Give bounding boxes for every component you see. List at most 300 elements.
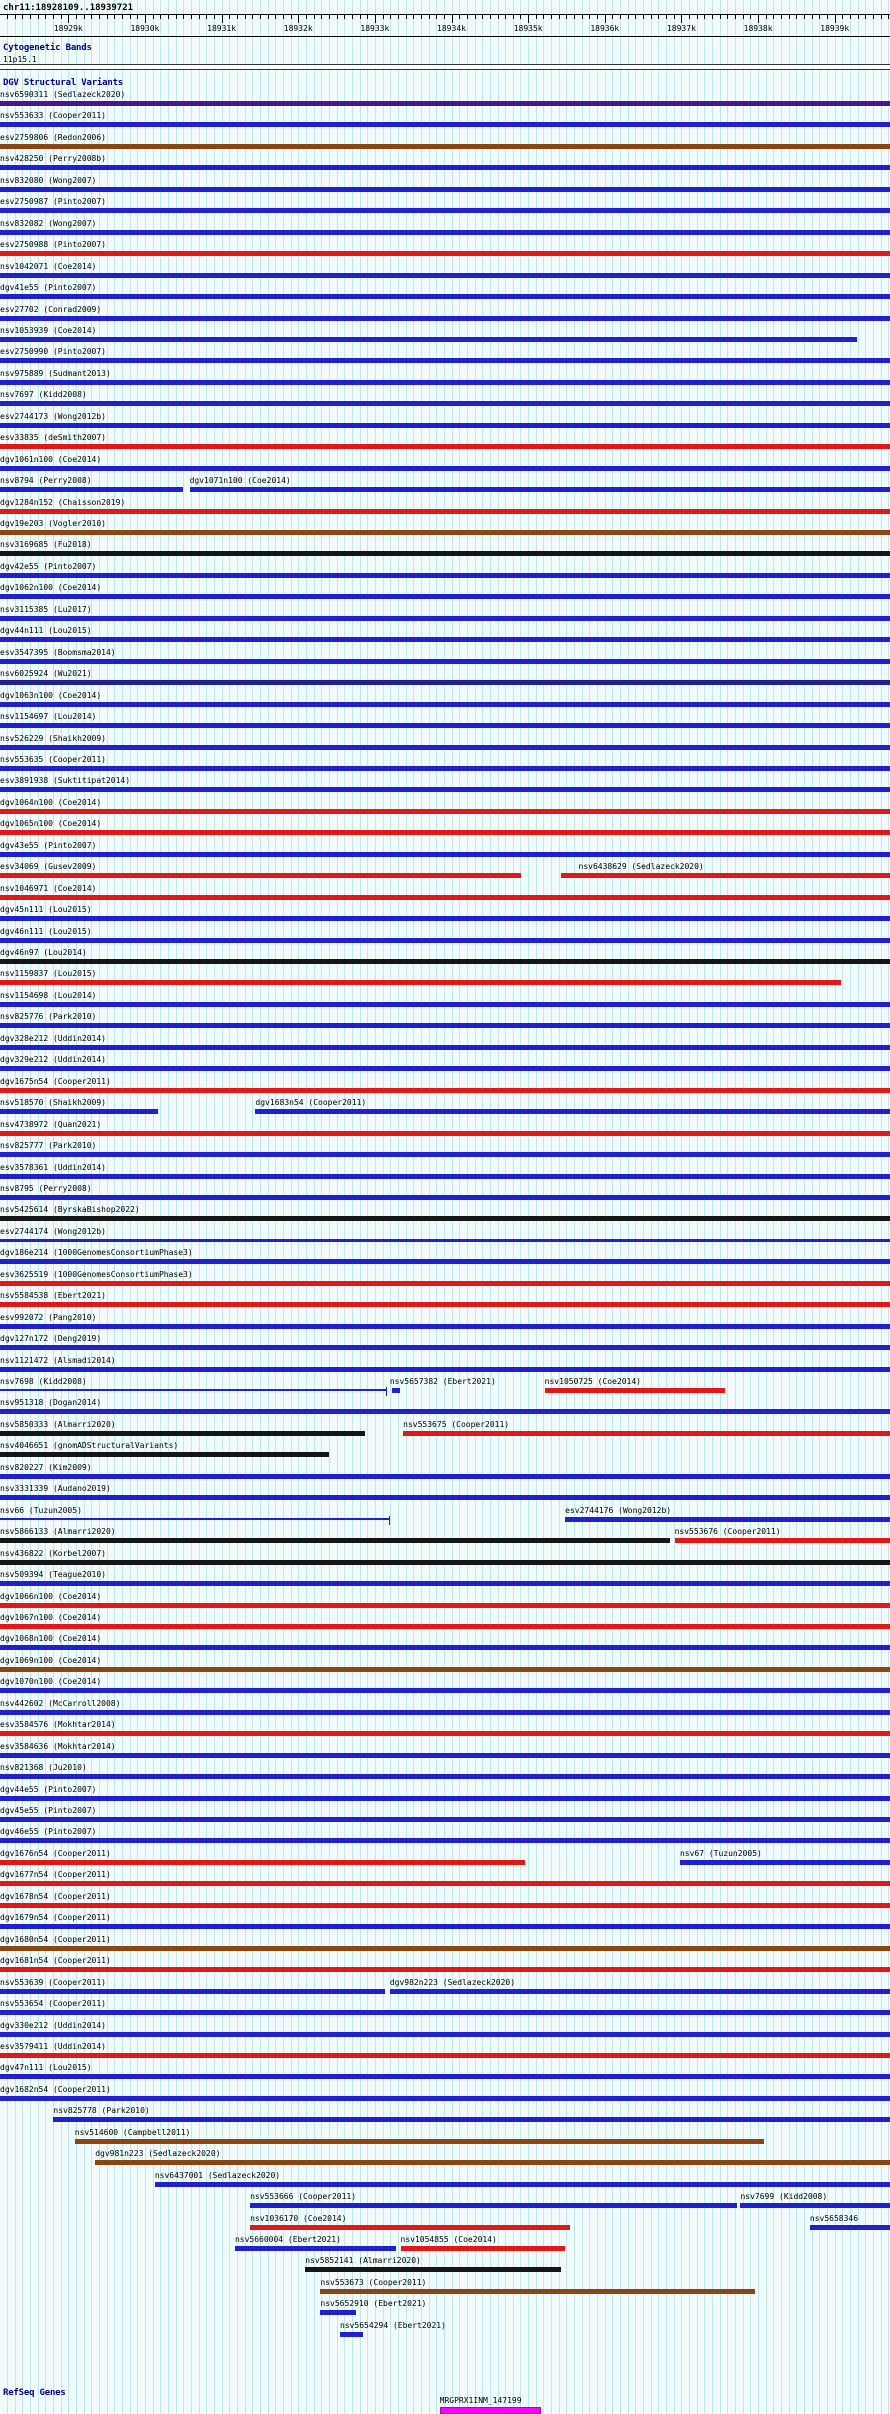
variant-label[interactable]: dgv1068n100 (Coe2014)	[0, 1634, 102, 1644]
ruler-minor-tick	[543, 15, 544, 19]
variant-bar[interactable]	[320, 2289, 754, 2294]
variant-bar[interactable]	[680, 1860, 890, 1865]
variant-bar[interactable]	[0, 165, 890, 170]
variant-bar[interactable]	[0, 1946, 890, 1951]
ruler-minor-tick	[291, 15, 292, 19]
variant-label[interactable]: nsv8795 (Perry2008)	[0, 1183, 92, 1193]
variant-bar[interactable]	[0, 1817, 890, 1822]
variant-bar[interactable]	[403, 1431, 890, 1436]
ruler-minor-tick	[260, 15, 261, 19]
variant-label[interactable]: nsv6025924 (Wu2021)	[0, 669, 92, 679]
variant-bar[interactable]	[305, 2267, 560, 2272]
variant-label[interactable]: dgv329e212 (Uddin2014)	[0, 1055, 106, 1065]
variant-bar[interactable]	[0, 337, 857, 342]
variant-bar[interactable]	[0, 1710, 890, 1715]
variant-label[interactable]: nsv6437001 (Sedlazeck2020)	[154, 2170, 281, 2180]
variant-label[interactable]: dgv1064n100 (Coe2014)	[0, 797, 102, 807]
variant-bar[interactable]	[0, 2096, 890, 2101]
ruler-minor-tick	[628, 15, 629, 19]
variant-label[interactable]: esv3578361 (Uddin2014)	[0, 1162, 106, 1172]
variant-label[interactable]: nsv820227 (Kim2009)	[0, 1462, 92, 1472]
variant-bar[interactable]	[561, 873, 890, 878]
ruler-minor-tick	[444, 15, 445, 19]
variant-bar[interactable]	[0, 423, 890, 428]
variant-label[interactable]: dgv982n223 (Sedlazeck2020)	[389, 1977, 516, 1987]
ruler-minor-tick	[750, 15, 751, 19]
variant-bar[interactable]	[155, 2182, 890, 2187]
variant-label[interactable]: esv2744176 (Wong2012b)	[565, 1505, 672, 1515]
variant-label[interactable]: nsv825777 (Park2010)	[0, 1141, 97, 1151]
ruler-minor-tick	[697, 15, 698, 19]
variant-bar[interactable]	[255, 1109, 890, 1114]
variant-label[interactable]: nsv442602 (McCarroll2008)	[0, 1698, 121, 1708]
variant-bar[interactable]	[53, 2117, 890, 2122]
ruler-minor-tick	[360, 15, 361, 19]
variant-bar[interactable]	[0, 809, 890, 814]
variant-bar[interactable]	[740, 2203, 890, 2208]
ruler-minor-tick	[459, 15, 460, 19]
variant-bar[interactable]	[0, 1152, 890, 1157]
ruler-minor-tick	[38, 15, 39, 19]
variant-label[interactable]: esv992072 (Pang2010)	[0, 1312, 97, 1322]
variant-bar[interactable]	[565, 1517, 890, 1522]
variant-label[interactable]: dgv44n111 (Lou2015)	[0, 626, 92, 636]
variant-row	[0, 648, 890, 669]
variant-bar[interactable]	[0, 101, 890, 106]
variant-bar[interactable]	[0, 895, 890, 900]
variant-bar[interactable]	[0, 1452, 329, 1457]
variant-label[interactable]: nsv1154698 (Lou2014)	[0, 990, 97, 1000]
variant-bar[interactable]	[0, 1667, 890, 1672]
variant-bar[interactable]	[0, 852, 890, 857]
gene-label[interactable]: MRGPRX1INM_147199	[439, 2396, 522, 2405]
variant-label[interactable]: nsv5866133 (Almarri2020)	[0, 1527, 116, 1537]
variant-label[interactable]: esv2750988 (Pinto2007)	[0, 240, 106, 250]
variant-label[interactable]: dgv1682n54 (Cooper2011)	[0, 2084, 111, 2094]
variant-bar[interactable]	[0, 1109, 158, 1114]
ruler-minor-tick	[268, 15, 269, 19]
variant-label[interactable]: dgv46n97 (Lou2014)	[0, 948, 87, 957]
variant-bar[interactable]	[0, 487, 183, 492]
variant-label[interactable]: esv2750990 (Pinto2007)	[0, 347, 106, 357]
variant-label[interactable]: nsv1046971 (Coe2014)	[0, 883, 97, 893]
ruler-minor-tick	[7, 15, 8, 19]
variant-label[interactable]: nsv509394 (Teague2010)	[0, 1570, 106, 1580]
variant-label[interactable]: esv2759806 (Redon2006)	[0, 132, 106, 142]
ruler-minor-tick	[773, 15, 774, 19]
variant-bar[interactable]	[0, 659, 890, 664]
variant-label[interactable]: nsv8794 (Perry2008)	[0, 476, 92, 486]
variant-bar[interactable]	[0, 1989, 385, 1994]
variant-label[interactable]: dgv42e55 (Pinto2007)	[0, 561, 97, 571]
variant-bar[interactable]	[95, 2160, 890, 2165]
variant-label[interactable]: esv3625519 (1000GenomesConsortiumPhase3)	[0, 1269, 193, 1279]
variant-label[interactable]: dgv1065n100 (Coe2014)	[0, 819, 102, 829]
variant-bar[interactable]	[340, 2332, 363, 2337]
variant-label[interactable]: nsv6590311 (Sedlazeck2020)	[0, 90, 126, 99]
variant-label[interactable]: nsv1054855 (Coe2014)	[400, 2235, 497, 2244]
ruler-minor-tick	[15, 15, 16, 19]
variant-label[interactable]: nsv1159837 (Lou2015)	[0, 969, 97, 979]
variant-label[interactable]: nsv5658346	[809, 2213, 859, 2223]
variant-label[interactable]: esv3891938 (Suktitipat2014)	[0, 776, 131, 786]
variant-label[interactable]: nsv975889 (Sudmant2013)	[0, 368, 111, 378]
variant-label[interactable]: nsv951318 (Dogan2014)	[0, 1398, 102, 1408]
variant-bar[interactable]	[0, 2053, 890, 2058]
variant-bar[interactable]	[0, 723, 890, 728]
variant-label[interactable]: esv2750987 (Pinto2007)	[0, 197, 106, 207]
variant-row	[0, 1356, 890, 1377]
variant-label[interactable]: nsv3169685 (Fu2018)	[0, 540, 92, 550]
variant-bar[interactable]	[0, 680, 890, 685]
variant-label[interactable]: nsv526229 (Shaikh2009)	[0, 733, 106, 743]
variant-label[interactable]: nsv5654294 (Ebert2021)	[339, 2320, 446, 2330]
variant-label[interactable]: nsv553635 (Cooper2011)	[0, 754, 106, 764]
variant-bar[interactable]	[0, 1281, 890, 1286]
variant-bar[interactable]	[0, 530, 890, 535]
variant-label[interactable]: dgv1678n54 (Cooper2011)	[0, 1891, 111, 1901]
variant-bar[interactable]	[0, 401, 890, 406]
variant-bar[interactable]	[0, 1774, 890, 1779]
variant-bar[interactable]	[0, 1409, 890, 1414]
variant-label[interactable]: nsv1053939 (Coe2014)	[0, 325, 97, 335]
variant-bar[interactable]	[0, 1239, 890, 1242]
variant-label[interactable]: nsv1154697 (Lou2014)	[0, 712, 97, 722]
variant-row	[0, 2171, 890, 2192]
variant-label[interactable]: esv34069 (Gusev2009)	[0, 862, 97, 872]
ruler-tick-label: 18937k	[666, 24, 696, 33]
variant-label[interactable]: dgv1070n100 (Coe2014)	[0, 1677, 102, 1687]
variant-label[interactable]: dgv46n111 (Lou2015)	[0, 926, 92, 936]
variant-bar[interactable]	[0, 594, 890, 599]
variant-label[interactable]: dgv47n111 (Lou2015)	[0, 2063, 92, 2073]
variant-bar[interactable]	[0, 1066, 890, 1071]
variant-label[interactable]: dgv1284n152 (Chaisson2019)	[0, 497, 126, 507]
ruler-minor-tick	[704, 15, 705, 19]
variant-label[interactable]: nsv5652910 (Ebert2021)	[320, 2299, 427, 2309]
variant-bar[interactable]	[235, 2246, 396, 2251]
variant-label[interactable]: dgv328e212 (Uddin2014)	[0, 1033, 106, 1043]
variant-label[interactable]: nsv514600 (Campbell2011)	[74, 2127, 191, 2137]
variant-label[interactable]: nsv5660004 (Ebert2021)	[234, 2235, 341, 2244]
variant-label[interactable]: nsv553654 (Cooper2011)	[0, 1999, 106, 2009]
ruler-minor-tick	[383, 15, 384, 19]
variant-label[interactable]: esv3579411 (Uddin2014)	[0, 2041, 106, 2051]
variant-bar[interactable]	[0, 144, 890, 149]
variant-bar[interactable]	[0, 1731, 890, 1736]
variant-bar[interactable]	[0, 1688, 890, 1693]
variant-bar[interactable]	[675, 1538, 890, 1543]
variant-bar[interactable]	[0, 444, 890, 449]
variant-bar[interactable]	[0, 1518, 390, 1520]
variant-bar[interactable]	[0, 551, 890, 556]
ruler-minor-tick	[283, 15, 284, 19]
variant-label[interactable]: nsv5425614 (ByrskaBishop2022)	[0, 1205, 140, 1215]
variant-bar[interactable]	[0, 358, 890, 363]
variant-label[interactable]: nsv553676 (Cooper2011)	[674, 1527, 781, 1537]
variant-bar[interactable]	[0, 1389, 387, 1391]
ruler-minor-tick	[865, 15, 866, 19]
variant-bar[interactable]	[0, 1560, 890, 1565]
variant-bar[interactable]	[75, 2139, 764, 2144]
variant-bar[interactable]	[0, 1195, 890, 1200]
variant-label[interactable]: esv2744173 (Wong2012b)	[0, 411, 106, 421]
variant-label[interactable]: dgv330e212 (Uddin2014)	[0, 2020, 106, 2030]
variant-bar[interactable]	[0, 230, 890, 235]
variant-row	[0, 154, 890, 175]
variant-bar[interactable]	[0, 616, 890, 621]
variant-bar[interactable]	[0, 273, 890, 278]
variant-row	[0, 562, 890, 583]
variant-label[interactable]: dgv1681n54 (Cooper2011)	[0, 1956, 111, 1966]
variant-bar[interactable]	[0, 1367, 890, 1372]
variant-label[interactable]: nsv3115385 (Lu2017)	[0, 604, 92, 614]
variant-label[interactable]: dgv186e214 (1000GenomesConsortiumPhase3)	[0, 1248, 193, 1258]
variant-row	[0, 111, 890, 132]
variant-label[interactable]: dgv1067n100 (Coe2014)	[0, 1612, 102, 1622]
variant-label[interactable]: nsv7697 (Kidd2008)	[0, 390, 87, 400]
variant-label[interactable]: nsv832082 (Wong2007)	[0, 218, 97, 228]
ruler-tick-label: 18939k	[820, 24, 850, 33]
variant-label[interactable]: dgv44e55 (Pinto2007)	[0, 1784, 97, 1794]
variant-label[interactable]: nsv5584538 (Ebert2021)	[0, 1291, 106, 1301]
variant-label[interactable]: nsv821368 (Ju2010)	[0, 1763, 87, 1773]
variant-label[interactable]: nsv5852141 (Almarri2020)	[305, 2256, 421, 2266]
variant-bar[interactable]	[0, 509, 890, 514]
variant-bar[interactable]	[0, 1967, 890, 1972]
variant-bar[interactable]	[0, 1881, 890, 1886]
variant-bar[interactable]	[0, 1753, 890, 1758]
variant-label[interactable]: dgv1063n100 (Coe2014)	[0, 690, 102, 700]
variant-bar[interactable]	[0, 1045, 890, 1050]
ruler-minor-tick	[429, 15, 430, 19]
variant-bar[interactable]	[0, 1345, 890, 1350]
variant-label[interactable]: nsv7698 (Kidd2008)	[0, 1377, 87, 1386]
variant-label[interactable]: dgv1683n54 (Cooper2011)	[255, 1098, 367, 1108]
variant-bar[interactable]	[0, 1860, 525, 1865]
variant-bar[interactable]	[0, 2010, 890, 2015]
variant-label[interactable]: nsv1121472 (Alsmadi2014)	[0, 1355, 116, 1365]
variant-bar[interactable]	[0, 873, 521, 878]
variant-row	[0, 948, 890, 969]
variant-label[interactable]: dgv1069n100 (Coe2014)	[0, 1655, 102, 1665]
variant-label[interactable]: esv33835 (deSmith2007)	[0, 433, 106, 443]
variant-label[interactable]: nsv4738972 (Quan2021)	[0, 1119, 102, 1129]
variant-label[interactable]: dgv1071n100 (Coe2014)	[189, 476, 291, 486]
variant-bar[interactable]	[0, 980, 841, 985]
variant-bar[interactable]	[0, 1924, 890, 1929]
cytoband-label[interactable]: 11p15.1	[3, 55, 37, 64]
variant-bar[interactable]	[250, 2203, 737, 2208]
variant-label[interactable]: nsv436822 (Korbel2007)	[0, 1548, 106, 1558]
variant-row	[0, 1313, 890, 1334]
ruler-minor-tick	[275, 15, 276, 19]
variant-label[interactable]: nsv5850333 (Almarri2020)	[0, 1419, 116, 1429]
ruler-major-tick	[452, 15, 453, 23]
variant-bar[interactable]	[0, 251, 890, 256]
variant-label[interactable]: esv3584636 (Mokhtar2014)	[0, 1741, 116, 1751]
variant-row	[0, 1377, 890, 1398]
ruler-minor-tick	[176, 15, 177, 19]
variant-label[interactable]: nsv66 (Tuzun2005)	[0, 1505, 82, 1515]
variant-label[interactable]: dgv1062n100 (Coe2014)	[0, 583, 102, 593]
variant-bar[interactable]	[0, 830, 890, 835]
variant-bar[interactable]	[0, 1581, 890, 1586]
variant-bar[interactable]	[190, 487, 890, 492]
variant-bar[interactable]	[0, 316, 890, 321]
variant-label[interactable]: dgv981n223 (Sedlazeck2020)	[95, 2149, 221, 2159]
variant-row	[0, 1398, 890, 1419]
variant-bar[interactable]	[0, 294, 890, 299]
variant-label[interactable]: esv3547395 (Boomsma2014)	[0, 647, 116, 657]
variant-bar[interactable]	[0, 787, 890, 792]
variant-label[interactable]: nsv553666 (Cooper2011)	[250, 2192, 357, 2202]
variant-bar[interactable]	[0, 1645, 890, 1650]
variant-row	[0, 2235, 890, 2256]
variant-label[interactable]: dgv1677n54 (Cooper2011)	[0, 1870, 111, 1880]
variant-bar[interactable]	[0, 1216, 890, 1221]
variant-bar[interactable]	[0, 1131, 890, 1136]
variant-row	[0, 1634, 890, 1655]
variant-bar[interactable]	[0, 466, 890, 471]
variant-label[interactable]: nsv825776 (Park2010)	[0, 1012, 97, 1022]
variant-bar[interactable]	[545, 1388, 726, 1393]
variant-label[interactable]: esv3584576 (Mokhtar2014)	[0, 1720, 116, 1730]
variant-label[interactable]: dgv45e55 (Pinto2007)	[0, 1806, 97, 1815]
variant-row	[0, 219, 890, 240]
variant-label[interactable]: nsv7699 (Kidd2008)	[740, 2192, 828, 2202]
variant-bar[interactable]	[250, 2225, 570, 2230]
variant-bar[interactable]	[0, 1302, 890, 1307]
variant-label[interactable]: nsv1042071 (Coe2014)	[0, 261, 97, 271]
variant-bar[interactable]	[392, 1388, 399, 1393]
variant-bar[interactable]	[0, 916, 890, 921]
variant-bar[interactable]	[0, 938, 890, 943]
variant-label[interactable]: nsv553675 (Cooper2011)	[403, 1419, 510, 1429]
variant-row	[0, 862, 890, 883]
ruler-minor-tick	[850, 15, 851, 19]
variant-bar[interactable]	[0, 1838, 890, 1843]
variant-label[interactable]: nsv553673 (Cooper2011)	[320, 2277, 427, 2287]
variant-bar[interactable]	[0, 1603, 890, 1608]
ruler-minor-tick	[559, 15, 560, 19]
variant-bar[interactable]	[0, 766, 890, 771]
variant-label[interactable]: nsv825778 (Park2010)	[53, 2106, 150, 2116]
variant-label[interactable]: nsv67 (Tuzun2005)	[679, 1848, 762, 1858]
variant-row	[0, 2128, 890, 2149]
ruler-tick-label: 18930k	[130, 24, 160, 33]
variant-bar[interactable]	[0, 187, 890, 192]
variant-label[interactable]: esv27702 (Conrad2009)	[0, 304, 102, 314]
variant-bar[interactable]	[0, 1903, 890, 1908]
variant-row	[0, 1720, 890, 1741]
ruler-minor-tick	[406, 15, 407, 19]
variant-label[interactable]: dgv41e55 (Pinto2007)	[0, 283, 97, 293]
variant-label[interactable]: dgv1061n100 (Coe2014)	[0, 454, 102, 464]
variant-label[interactable]: nsv6438629 (Sedlazeck2020)	[578, 862, 704, 872]
variant-label[interactable]: dgv45n111 (Lou2015)	[0, 905, 92, 915]
variant-label[interactable]: dgv1675n54 (Cooper2011)	[0, 1076, 111, 1086]
variant-bar[interactable]	[0, 1002, 890, 1007]
variant-bar[interactable]	[0, 1023, 890, 1028]
variant-label[interactable]: nsv518570 (Shaikh2009)	[0, 1098, 106, 1108]
variant-label[interactable]: dgv43e55 (Pinto2007)	[0, 840, 97, 850]
variant-bar[interactable]	[0, 1259, 890, 1264]
variant-bar[interactable]	[0, 208, 890, 213]
variant-label[interactable]: nsv553633 (Cooper2011)	[0, 111, 106, 121]
variant-bar[interactable]	[0, 573, 890, 578]
variant-row	[0, 819, 890, 840]
variant-bar[interactable]	[0, 122, 890, 127]
variant-bar[interactable]	[401, 2246, 566, 2251]
ruler-tick-label: 18935k	[513, 24, 543, 33]
variant-label[interactable]: nsv5657382 (Ebert2021)	[389, 1377, 496, 1386]
variant-label[interactable]: nsv3331339 (Audano2019)	[0, 1484, 111, 1494]
variant-label[interactable]: dgv1066n100 (Coe2014)	[0, 1591, 102, 1601]
variant-row	[0, 2192, 890, 2213]
variant-label[interactable]: nsv1036170 (Coe2014)	[250, 2213, 347, 2223]
variant-row	[0, 1592, 890, 1613]
variant-bar[interactable]	[810, 2225, 890, 2230]
variant-row	[0, 1120, 890, 1141]
variant-label[interactable]: dgv127n172 (Deng2019)	[0, 1334, 102, 1344]
variant-bar[interactable]	[0, 637, 890, 642]
variant-bar[interactable]	[0, 1796, 890, 1801]
variant-bar[interactable]	[0, 1538, 670, 1543]
variant-row	[0, 1677, 890, 1698]
ruler-minor-tick	[130, 15, 131, 19]
variant-bar[interactable]	[0, 1495, 890, 1500]
variant-bar[interactable]	[0, 1174, 890, 1179]
variant-row	[0, 1913, 890, 1934]
variant-bar[interactable]	[0, 380, 890, 385]
variant-bar[interactable]	[390, 1989, 890, 1994]
variant-bar[interactable]	[0, 1324, 890, 1329]
variant-label[interactable]: nsv4046651 (gnomADStructuralVariants)	[0, 1441, 179, 1451]
variant-bar[interactable]	[0, 2074, 890, 2079]
variant-label[interactable]: dgv19e203 (Vogler2010)	[0, 519, 106, 528]
variant-label[interactable]: dgv1676n54 (Cooper2011)	[0, 1848, 111, 1858]
variant-bar[interactable]	[0, 1088, 890, 1093]
ruler-tick-label: 18931k	[207, 24, 237, 33]
variant-label[interactable]: nsv832080 (Wong2007)	[0, 175, 97, 185]
variant-row	[0, 498, 890, 519]
variant-label[interactable]: nsv428250 (Perry2008b)	[0, 154, 106, 164]
cytoband-glyph[interactable]	[0, 64, 890, 70]
variant-label[interactable]: esv2744174 (Wong2012b)	[0, 1226, 106, 1236]
ruler-minor-tick	[566, 15, 567, 19]
variant-bar[interactable]	[0, 959, 890, 964]
variant-bar[interactable]	[320, 2310, 356, 2315]
ruler-major-tick	[681, 15, 682, 23]
ruler-minor-tick	[229, 15, 230, 19]
variant-bar[interactable]	[0, 702, 890, 707]
variant-bar[interactable]	[0, 1624, 890, 1629]
variant-bar[interactable]	[0, 1431, 365, 1436]
variant-bar[interactable]	[0, 2032, 890, 2037]
variant-label[interactable]: nsv553639 (Cooper2011)	[0, 1977, 106, 1987]
variant-label[interactable]: nsv1050725 (Coe2014)	[544, 1377, 641, 1386]
ruler-tick-label: 18938k	[743, 24, 773, 33]
variant-label[interactable]: dgv1679n54 (Cooper2011)	[0, 1913, 111, 1923]
variant-bar[interactable]	[0, 745, 890, 750]
variant-label[interactable]: dgv1680n54 (Cooper2011)	[0, 1934, 111, 1944]
ruler-minor-tick	[812, 15, 813, 19]
gene-bar[interactable]	[440, 2407, 541, 2414]
ruler-tick-label: 18929k	[53, 24, 83, 33]
variant-label[interactable]: dgv46e55 (Pinto2007)	[0, 1827, 97, 1837]
variant-bar[interactable]	[0, 1474, 890, 1479]
